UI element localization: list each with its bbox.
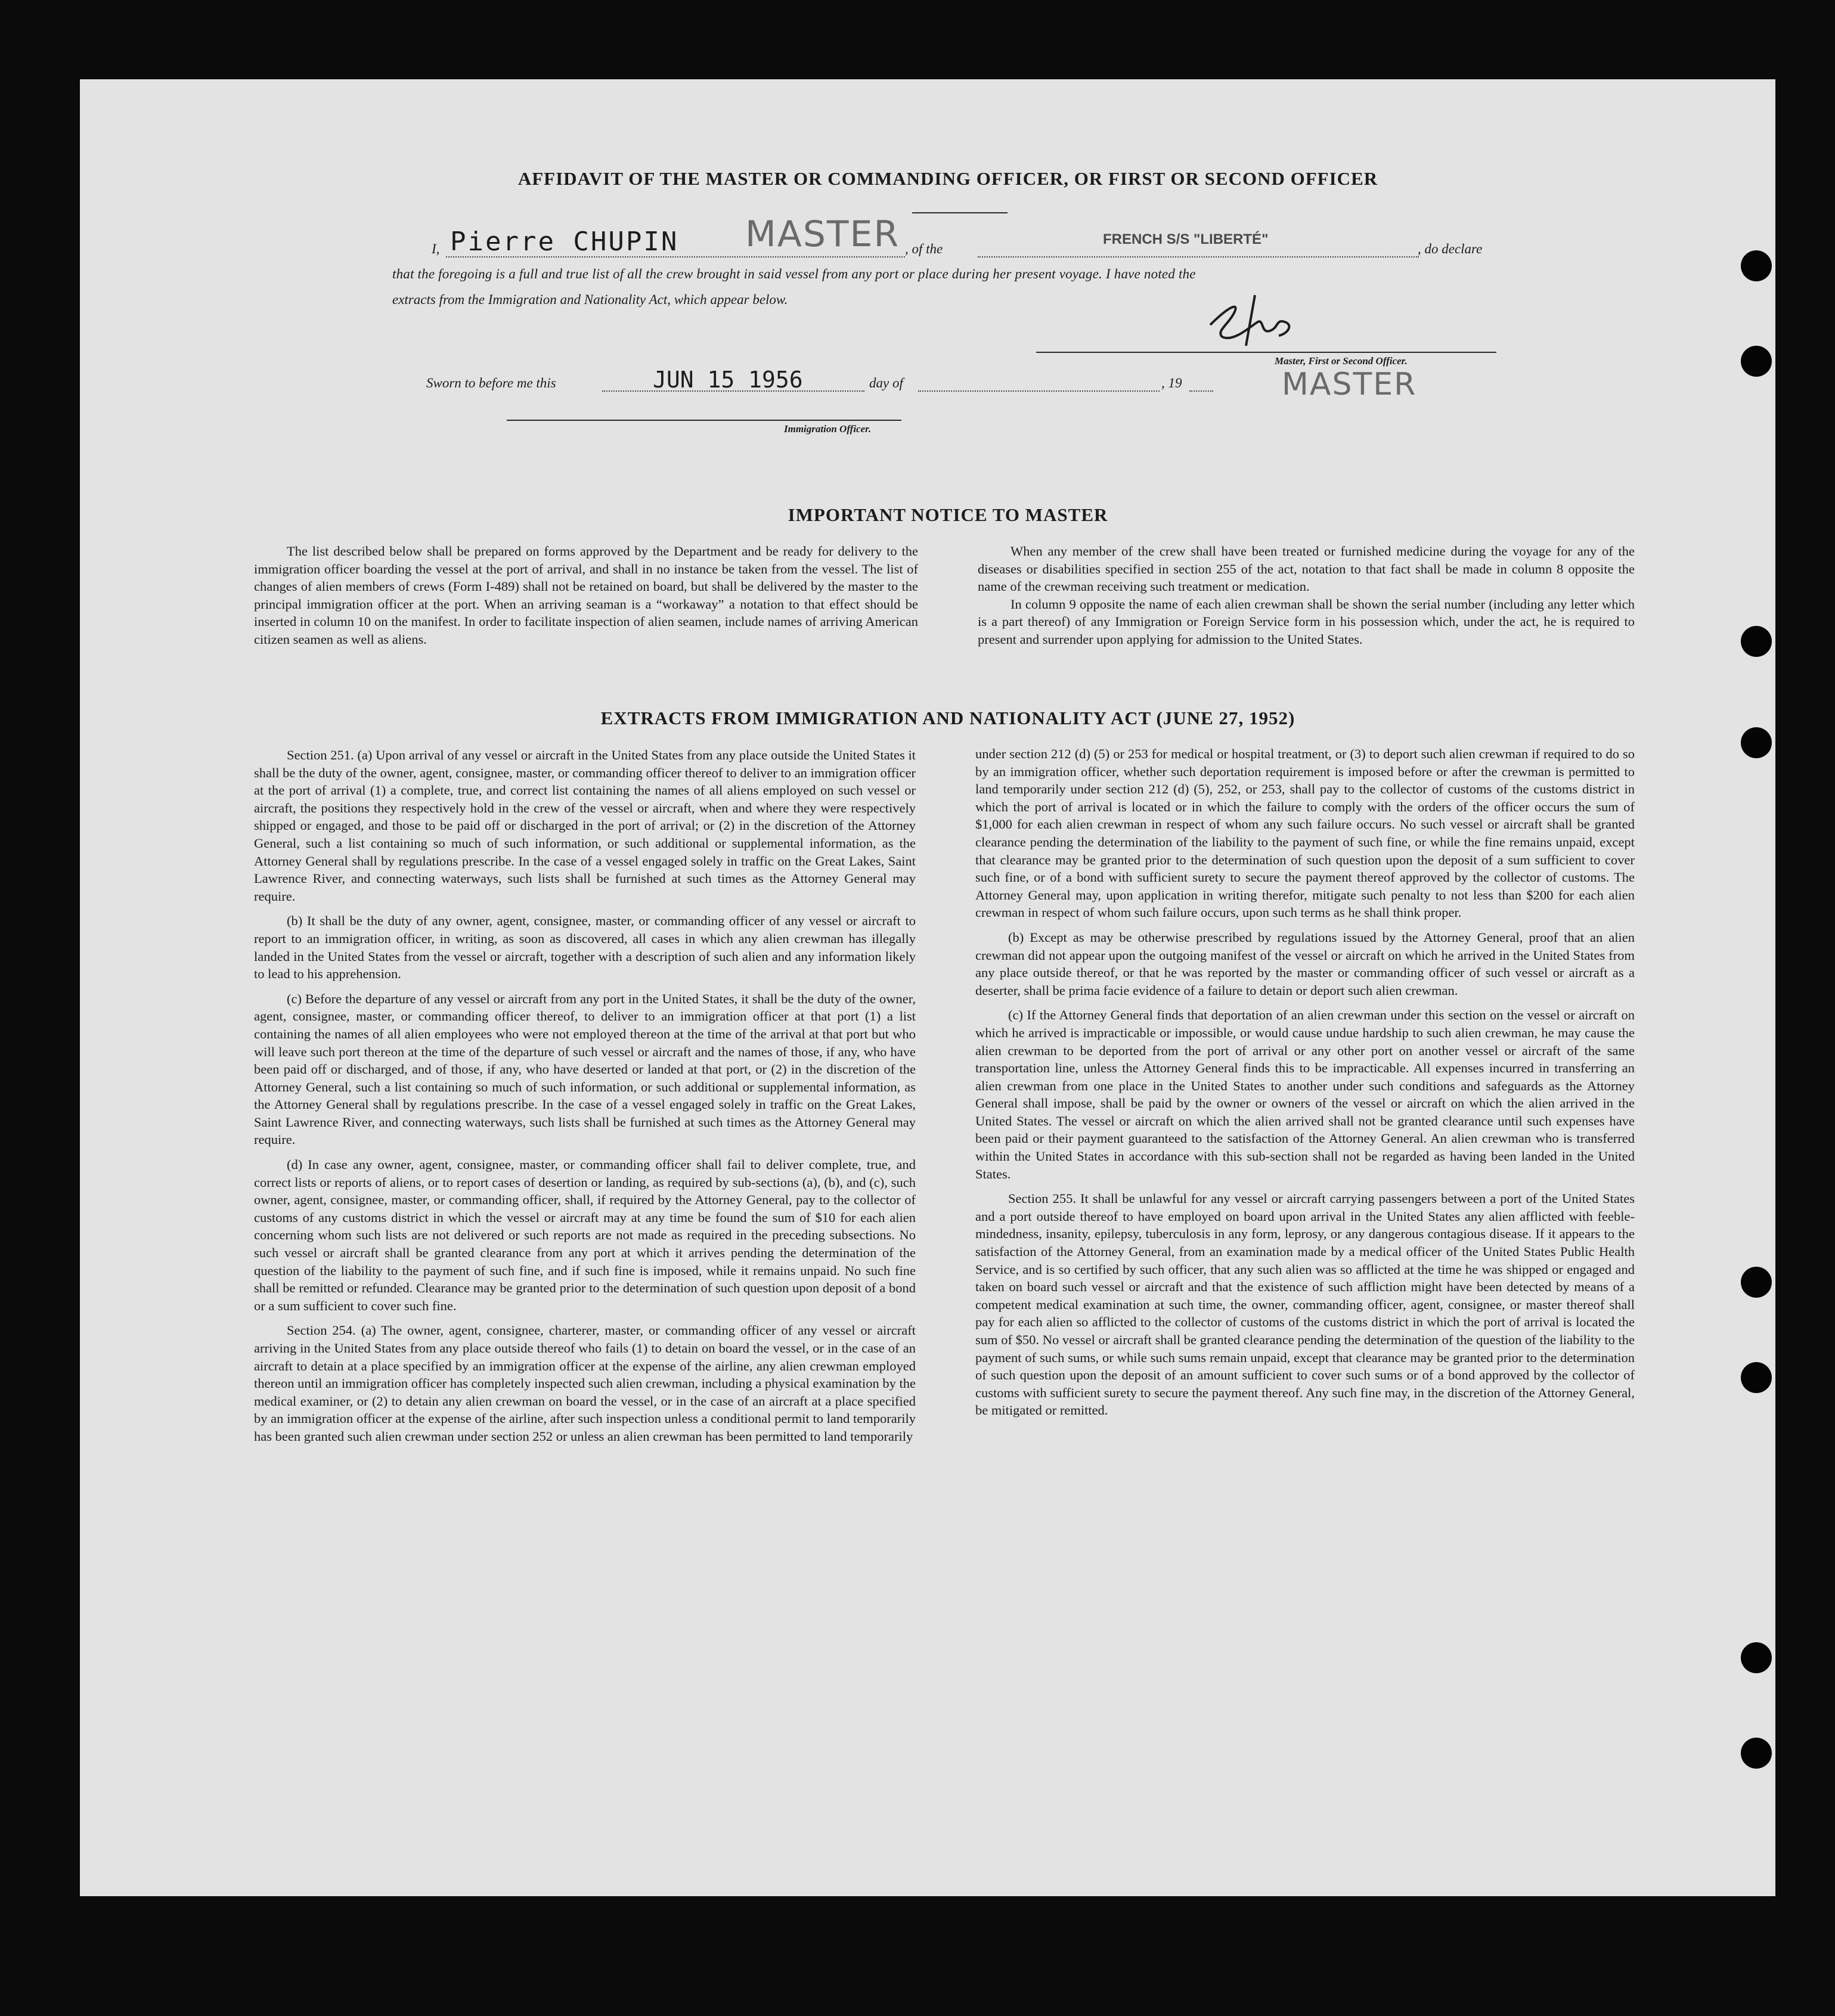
do-declare-label: , do declare [1418,241,1483,256]
extracts-right-column [975,745,1635,1426]
officer-signature-line [507,420,901,421]
title-divider [912,212,1008,213]
section-251-a: Section 251. (a) Upon arrival of any vessel or aircraft in the United States from any place outside the United States it shall be the duty of the owner, agent, consignee, master, or commanding officer thereof to deliver to an immigration officer at the port of arrival (1) a complete, true, and correct list containing the names of all aliens employed on such vessel or aircraft, the positions they respectively hold in the crew of the vessel or aircraft, when and where they were respectively shipped or engaged, and those to be paid off or discharged in the port of arrival; or (2) in the discretion of the Attorney General, such a list containing so much of such information, or such additional or supplemental information, as the Attorney General shall by regulations prescribe. In the case of a vessel engaged solely in traffic on the Great Lakes, Saint Lawrence River, and connecting waterways, such lists shall be furnished at such times as the Attorney General may require. [254,748,916,904]
officer-caption: Immigration Officer. [784,423,872,435]
vessel-field-line [978,256,1419,258]
month-field-line [918,390,1160,392]
punch-hole [1741,346,1772,377]
section-254-b: (b) Except as may be otherwise prescribed by regulations issued by the Attorney General, proof that an alien crewman did not appear upon the outgoing manifest of the vessel or aircraft on which he arrived in the United States from any place outside thereof, or that he was reported by the master or commanding officer of such vessel or aircraft as a deserter, shall be prima facie evidence of a failure to detain or deport such alien crewman. [975,929,1635,998]
section-254-a: Section 254. (a) The owner, agent, consignee, charterer, master, or commanding officer of any vessel or aircraft arriving in the United States from any place outside thereof who fails (1) to detain on board the vessel, or in the case of an aircraft to detain at a place specified by an immigration officer at the expense of the airline, any alien crewman employed thereon until an immigration officer has completely inspected such alien crewman, including a physical examination by the medical examiner, or (2) to detain any alien crewman on board the vessel, or in the case of an aircraft at a place specified by an immigration officer at the expense of the airline, after such inspection unless a conditional permit to land temporarily has been granted such alien crewman under section 252 or unless an alien crewman has been permitted to land temporarily [254,1323,916,1444]
signature-line [1036,352,1496,353]
crew-master-name: Pierre CHUPIN [450,227,679,257]
master-signature [1198,289,1306,355]
affidavit-text-line-1: that the foregoing is a full and true list of all the crew brought in said vessel from any port or place during her present voyage. I have noted the [392,266,1196,281]
notice-right-paragraph-2: In column 9 opposite the name of each alien crewman shall be shown the serial number (including any letter which is a part thereof) of any Immigration or Foreign Service form in his possession which, under the act, he is required to present and surrender upon applying for admission to the United States. [978,596,1635,647]
extracts-title: EXTRACTS FROM IMMIGRATION AND NATIONALITY ACT (JUNE 27, 1952) [600,708,1295,728]
section-255: Section 255. It shall be unlawful for any vessel or aircraft carrying passengers between a port of the United States and a port outside thereof to have employed on board upon arrival in the United States any alien afflicted with feeble-mindedness, insanity, epilepsy, tuberculosis in any form, leprosy, or any dangerous contagious disease. If it appears to the satisfaction of the Attorney General, from an examination made by a medical officer of the United States Public Health Service, and is so certified by such officer, that any such alien was so afflicted at the time he was shipped or engaged and taken on board such vessel or aircraft and that the existence of such affliction might have been detected by means of a competent medical examination at such time, the owner, commanding officer, agent, consignee, or master thereof shall pay for each alien so afflicted to the collector of customs of the customs district in which the port of arrival is located the sum of $50. No vessel or aircraft shall be granted clearance pending the determination of the question of the liability to the payment of such sums, or while such sums remain unpaid, except that clearance may be granted prior to the determination of such question upon the deposit of an amount sufficient to cover such sums or of a bond approved by the collector of customs with sufficient surety to secure the payment thereof. Any such fine may, in the discretion of the Attorney General, be mitigated or remitted. [975,1191,1635,1418]
of-the-label: , of the [905,241,943,256]
signature-caption: Master, First or Second Officer. [1275,355,1408,367]
extracts-left-column [254,746,916,1453]
master-stamp: MASTER [745,213,900,255]
punch-hole [1741,1738,1772,1769]
punch-hole [1741,1267,1772,1298]
punch-hole [1741,1362,1772,1393]
affidavit-text-line-2: extracts from the Immigration and Nationality Act, which appear below. [392,292,788,307]
year-prefix: , 19 [1161,376,1182,390]
notice-title: IMPORTANT NOTICE TO MASTER [788,504,1108,525]
notice-left-paragraph: The list described below shall be prepared on forms approved by the Department and be ready for delivery to the immigration officer boarding the vessel at the port of arrival, and shall in no instance be taken from the vessel. The list of changes of alien members of crews (Form I-489) shall not be retained on board, but shall be delivered by the master to the principal immigration officer at the port. When an arriving seaman is a “workaway” a notation to that effect should be inserted in column 10 on the manifest. In order to facilitate inspection of alien seamen, include names of arriving American citizen seamen as well as aliens. [254,544,918,647]
affidavit-title: AFFIDAVIT OF THE MASTER OR COMMANDING OFFICER, OR FIRST OR SECOND OFFICER [517,168,1378,189]
affidavit-i-label: I, [432,241,440,256]
section-254-a-continued: under section 212 (d) (5) or 253 for medical or hospital treatment, or (3) to deport such alien crewman if required to do so by an immigration officer, whether such deportation requirement is imposed before or after the crewman is permitted to land temporarily under section 212 (d) (5), 252, or 253, shall pay to the collector of customs of the customs district in which the port of arrival is located or in which the failure to comply with the orders of the officer occurs the sum of $1,000 for each alien crewman in respect of whom any such failure occurs. No such vessel or aircraft shall be granted clearance pending the determination of the liability to the payment of such fine, or while the fine remains unpaid, except that clearance may be granted prior to the determination of such question upon the deposit of a sum sufficient to cover such fine, or of a bond with sufficient surety to secure the payment thereof approved by the collector of customs. The Attorney General may, upon application in writing therefor, mitigate such penalty to not less than $200 for each alien crewman in respect of whom such failure occurs, upon such terms as he shall think proper. [975,746,1635,920]
punch-hole [1741,626,1772,657]
punch-hole [1741,250,1772,281]
notice-right-column [978,542,1635,649]
section-251-b: (b) It shall be the duty of any owner, agent, consignee, master, or commanding officer of any vessel or aircraft to report to an immigration officer, in writing, as soon as discovered, all cases in which any alien crewman has illegally landed in the United States from the vessel or aircraft, together with a description of such alien and any information likely to lead to his apprehension. [254,913,916,982]
section-251-c: (c) Before the departure of any vessel or aircraft from any port in the United States, it shall be the duty of the owner, agent, consignee, master, or commanding officer thereof, to deliver to an immigration officer at that port (1) a list containing the names of all alien employees who were not employed thereon at the time of the arrival at that port but who will leave such port thereon at the time of the departure of such vessel or aircraft and the names of those, if any, who have been paid off or discharged, and of those, if any, who have deserted or landed at that port, or (2) in the discretion of the Attorney General, such a list containing so much of such information, or such additional or supplemental information, as the Attorney General shall by regulations prescribe. In the case of a vessel engaged solely in traffic on the Great Lakes, Saint Lawrence River, and connecting waterways, such lists shall be furnished at such times as the Attorney General may require. [254,991,916,1147]
year-field-line [1189,390,1213,392]
master-stamp-2: MASTER [1282,367,1417,402]
vessel-name: FRENCH S/S "LIBERTÉ" [1103,231,1269,247]
punch-hole [1741,727,1772,758]
section-251-d: (d) In case any owner, agent, consignee, master, or commanding officer shall fail to deliver complete, true, and correct lists or reports of aliens, or to report cases of desertion or landing, as required by sub-sections (a), (b), and (c), such owner, agent, consignee, master, or commanding officer, shall, if required by the Attorney General, pay to the collector of customs of any customs district in which the vessel or aircraft may at any time be found the sum of $10 for each alien concerning whom such lists are not delivered or such reports are not made as required in the preceding subsections. No such vessel or aircraft shall be granted clearance from any port at which it arrives pending the determination of the question of the liability to the payment of such fine, and if such fine is imposed, while it remains unpaid. No such fine shall be remitted or refunded. Clearance may be granted prior to the determination of such question upon deposit of a bond or a sum sufficient to cover such fine. [254,1157,916,1313]
sworn-date: JUN 15 1956 [653,367,803,393]
section-254-c: (c) If the Attorney General finds that deportation of an alien crewman under this section on the vessel or aircraft on which he arrived is impracticable or impossible, or would cause undue hardship to such alien crewman, he may cause the alien crewman to be deported from the port of arrival or any other port on another vessel or aircraft of the same transportation line, unless the Attorney General finds this to be impracticable. All expenses incurred in transferring an alien crewman from one place in the United States to another under such conditions and safeguards as the Attorney General shall impose, shall be paid by the owner or owners of the vessel or aircraft on which the alien arrived in the United States. The vessel or aircraft on which the alien arrived shall not be granted clearance until such expenses have been paid or their payment guaranteed to the satisfaction of the Attorney General. An alien crewman who is transferred within the United States in accordance with this sub-section shall not be regarded as having been landed in the United States. [975,1007,1635,1181]
punch-hole [1741,1642,1772,1673]
notice-right-paragraph-1: When any member of the crew shall have been treated or furnished medicine during the voyage for any of the diseases or disabilities specified in section 255 of the act, notation to that fact shall be made in column 8 opposite the name of the crewman receiving such treatment or medication. [978,544,1635,594]
notice-left-column [254,542,918,649]
day-of-label: day of [869,376,903,390]
sworn-label: Sworn to before me this [426,376,556,390]
